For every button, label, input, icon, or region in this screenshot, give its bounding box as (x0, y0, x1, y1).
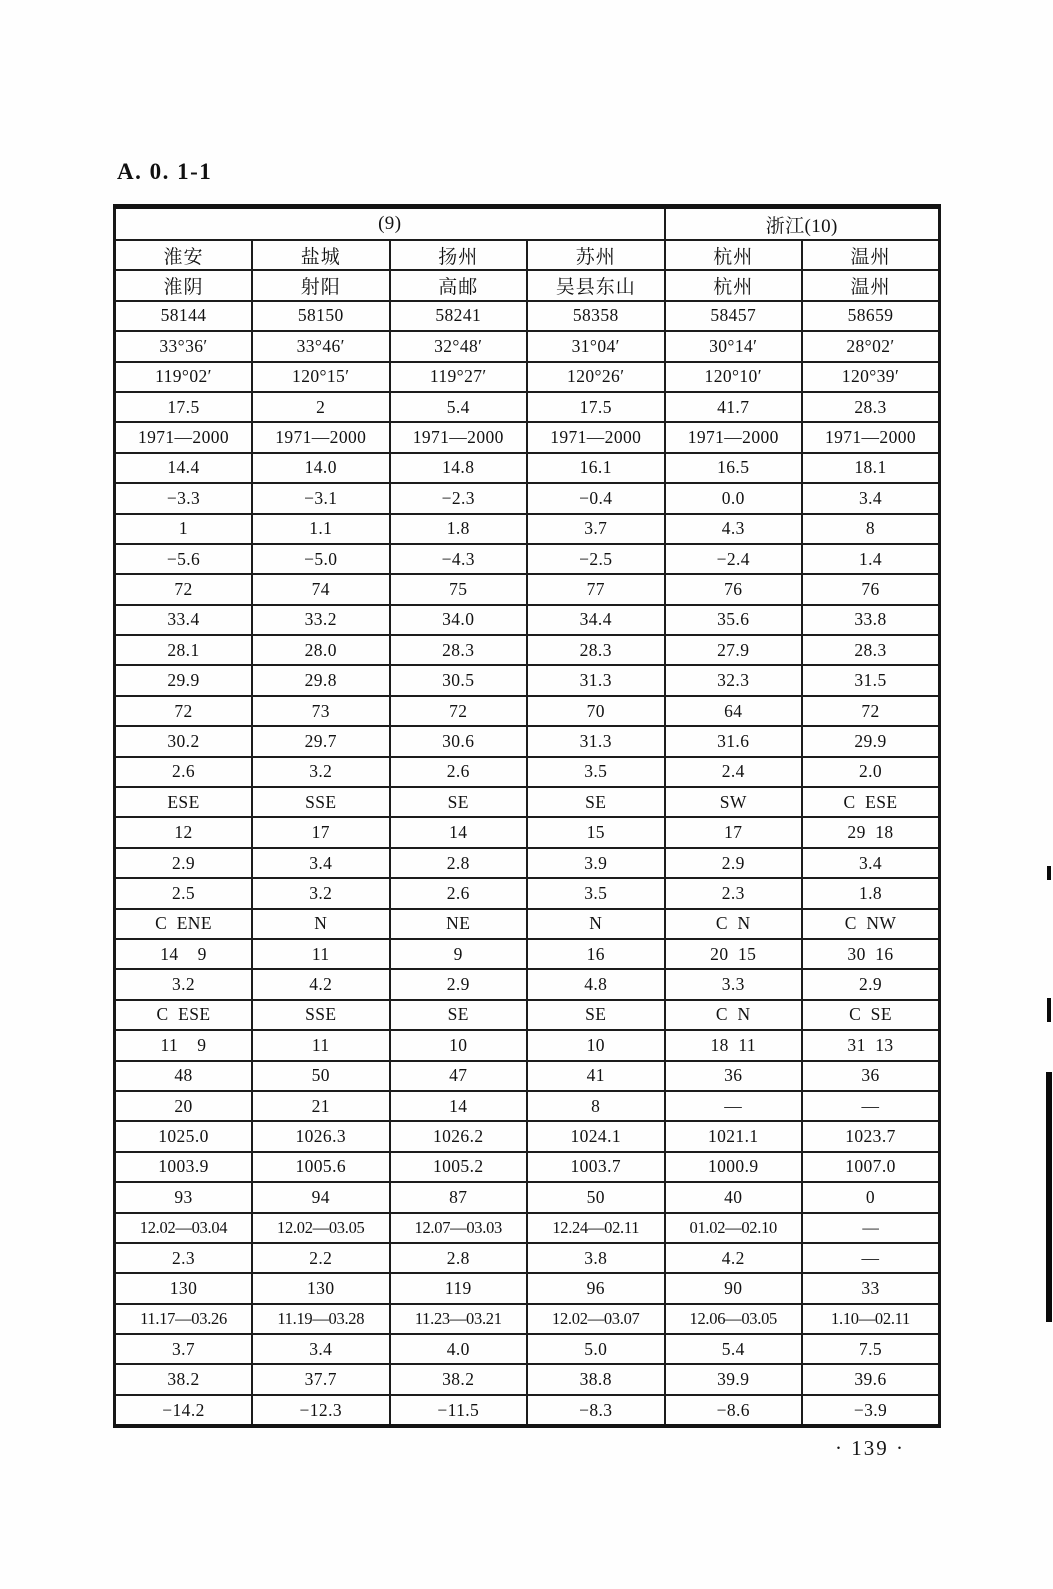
table-cell: 36 (665, 1061, 803, 1091)
table-cell: C NW (802, 909, 940, 939)
table-cell: 72 (115, 696, 253, 726)
table-cell: 3.2 (252, 757, 390, 787)
table-cell: 2.9 (390, 969, 528, 999)
table-cell: NE (390, 909, 528, 939)
table-cell: 120°10′ (665, 362, 803, 392)
table-cell: 31°04′ (527, 331, 665, 361)
table-cell: 38.2 (390, 1364, 528, 1394)
table-cell: 温州 (802, 240, 940, 270)
table-cell: SSE (252, 1000, 390, 1030)
table-cell: 33°46′ (252, 331, 390, 361)
table-cell: 38.8 (527, 1364, 665, 1394)
table-cell: 淮阴 (115, 270, 253, 300)
table-row (115, 787, 940, 817)
table-cell: 28.3 (390, 635, 528, 665)
table-cell: 1005.2 (390, 1152, 528, 1182)
table-cell: 28°02′ (802, 331, 940, 361)
table-cell: 14.4 (115, 453, 253, 483)
table-cell: C ESE (115, 1000, 253, 1030)
table-cell: SE (527, 787, 665, 817)
table-cell: 11 (252, 939, 390, 969)
page-number: · 139 · (835, 1436, 905, 1460)
table-cell: 12 (115, 817, 253, 847)
table-cell: 11.17—03.26 (115, 1304, 253, 1334)
table-cell: 76 (665, 574, 803, 604)
table-row (115, 1395, 940, 1426)
table-row (115, 331, 940, 361)
table-row (115, 453, 940, 483)
table-cell: 10 (390, 1030, 528, 1060)
table-cell: 28.3 (802, 392, 940, 422)
table-cell: 30.2 (115, 726, 253, 756)
table-cell: 50 (252, 1061, 390, 1091)
table-cell: 120°15′ (252, 362, 390, 392)
table-cell: 130 (252, 1273, 390, 1303)
table-row (115, 909, 940, 939)
table-cell: 1.8 (390, 514, 528, 544)
table-cell: 33.4 (115, 605, 253, 635)
table-cell: 扬州 (390, 240, 528, 270)
table-cell: 2.6 (115, 757, 253, 787)
table-row (115, 665, 940, 695)
table-cell: 8 (527, 1091, 665, 1121)
table-cell: 12.02—03.07 (527, 1304, 665, 1334)
table-cell: −14.2 (115, 1395, 253, 1426)
table-cell: 28.1 (115, 635, 253, 665)
table-cell: 2.9 (802, 969, 940, 999)
table-cell: C SE (802, 1000, 940, 1030)
table-cell: 1971—2000 (527, 422, 665, 452)
table-cell: −5.0 (252, 544, 390, 574)
table-cell: 64 (665, 696, 803, 726)
table-row (115, 1121, 940, 1151)
table-cell: 1971—2000 (802, 422, 940, 452)
table-cell: SE (390, 787, 528, 817)
table-row (115, 574, 940, 604)
table-cell: C N (665, 1000, 803, 1030)
table-cell: 20 15 (665, 939, 803, 969)
table-cell: 36 (802, 1061, 940, 1091)
table-cell: 3.3 (665, 969, 803, 999)
table-cell: 温州 (802, 270, 940, 300)
table-cell: SSE (252, 787, 390, 817)
table-cell: SE (527, 1000, 665, 1030)
table-cell: 吴县东山 (527, 270, 665, 300)
table-cell: 33.8 (802, 605, 940, 635)
table-cell: 39.9 (665, 1364, 803, 1394)
table-cell: 29.9 (115, 665, 253, 695)
table-cell: 41.7 (665, 392, 803, 422)
table-row (115, 544, 940, 574)
table-row (115, 939, 940, 969)
table-cell: −3.3 (115, 483, 253, 513)
table-cell: 16.1 (527, 453, 665, 483)
table-cell: 16.5 (665, 453, 803, 483)
table-cell: 01.02—02.10 (665, 1213, 803, 1243)
table-cell: C N (665, 909, 803, 939)
table-cell: 74 (252, 574, 390, 604)
table-cell: 58457 (665, 301, 803, 331)
table-cell: 0 (802, 1182, 940, 1212)
table-cell: 1007.0 (802, 1152, 940, 1182)
table-cell: 3.4 (252, 848, 390, 878)
table-cell: 3.9 (527, 848, 665, 878)
table-cell: −2.5 (527, 544, 665, 574)
table-row (115, 817, 940, 847)
table-cell: 93 (115, 1182, 253, 1212)
table-cell: 4.0 (390, 1334, 528, 1364)
table-row (115, 1091, 940, 1121)
table-cell: 14 (390, 1091, 528, 1121)
table-cell: 2.3 (665, 878, 803, 908)
table-cell: 4.2 (252, 969, 390, 999)
table-cell: 33°36′ (115, 331, 253, 361)
table-row (115, 1213, 940, 1243)
table-cell: 120°26′ (527, 362, 665, 392)
table-cell: 33 (802, 1273, 940, 1303)
table-cell: 3.2 (252, 878, 390, 908)
table-cell: 18.1 (802, 453, 940, 483)
table-cell: 2.6 (390, 878, 528, 908)
table-cell: 72 (115, 574, 253, 604)
table-cell: 1024.1 (527, 1121, 665, 1151)
table-cell: 30°14′ (665, 331, 803, 361)
table-cell: 2.5 (115, 878, 253, 908)
table-cell: 11.23—03.21 (390, 1304, 528, 1334)
table-cell: 9 (390, 939, 528, 969)
table-cell: 38.2 (115, 1364, 253, 1394)
table-row (115, 878, 940, 908)
table-cell: 18 11 (665, 1030, 803, 1060)
table-cell: 17 (665, 817, 803, 847)
table-cell: 12.24—02.11 (527, 1213, 665, 1243)
table-row (115, 726, 940, 756)
scan-artifact-bar (1047, 998, 1051, 1022)
table-cell: −8.6 (665, 1395, 803, 1426)
table-cell: 120°39′ (802, 362, 940, 392)
table-cell: 2.6 (390, 757, 528, 787)
table-row (115, 1304, 940, 1334)
table-row (115, 514, 940, 544)
table-cell: 72 (390, 696, 528, 726)
table-row (115, 301, 940, 331)
table-cell: 58150 (252, 301, 390, 331)
table-cell: 29 18 (802, 817, 940, 847)
table-cell: 5.4 (390, 392, 528, 422)
table-cell: 31.5 (802, 665, 940, 695)
table-cell: SE (390, 1000, 528, 1030)
scan-artifact-bar (1046, 1072, 1052, 1322)
table-cell: 29.7 (252, 726, 390, 756)
table-cell: 28.0 (252, 635, 390, 665)
table-cell: 4.2 (665, 1243, 803, 1273)
table-cell: C ESE (802, 787, 940, 817)
table-cell: 1026.3 (252, 1121, 390, 1151)
table-cell: — (802, 1213, 940, 1243)
table-row (115, 1334, 940, 1364)
table-cell: 96 (527, 1273, 665, 1303)
table-cell: 14 9 (115, 939, 253, 969)
table-cell: 47 (390, 1061, 528, 1091)
climate-table-body (115, 240, 940, 1426)
table-cell: −0.4 (527, 483, 665, 513)
table-cell: 30.5 (390, 665, 528, 695)
table-cell: 1000.9 (665, 1152, 803, 1182)
table-cell: 1 (115, 514, 253, 544)
table-cell: 119°02′ (115, 362, 253, 392)
table-cell: 1005.6 (252, 1152, 390, 1182)
table-cell: −11.5 (390, 1395, 528, 1426)
table-cell: 30 16 (802, 939, 940, 969)
table-cell: 1.10—02.11 (802, 1304, 940, 1334)
table-cell: N (527, 909, 665, 939)
table-cell: 2 (252, 392, 390, 422)
table-cell: 75 (390, 574, 528, 604)
table-cell: 58144 (115, 301, 253, 331)
table-row (115, 362, 940, 392)
table-cell: 12.06—03.05 (665, 1304, 803, 1334)
table-cell: 31.3 (527, 726, 665, 756)
table-cell: 14.0 (252, 453, 390, 483)
table-cell: 1971—2000 (115, 422, 253, 452)
table-cell: 87 (390, 1182, 528, 1212)
table-cell: 2.9 (115, 848, 253, 878)
table-cell: 32°48′ (390, 331, 528, 361)
table-cell: — (802, 1243, 940, 1273)
table-cell: 2.9 (665, 848, 803, 878)
table-cell: 17 (252, 817, 390, 847)
table-row (115, 757, 940, 787)
table-cell: 淮安 (115, 240, 253, 270)
table-cell: 2.0 (802, 757, 940, 787)
table-cell: 8 (802, 514, 940, 544)
table-cell: 4.8 (527, 969, 665, 999)
table-cell: 31 13 (802, 1030, 940, 1060)
table-row (115, 392, 940, 422)
table-cell: 3.7 (115, 1334, 253, 1364)
table-cell: 1023.7 (802, 1121, 940, 1151)
table-row (115, 240, 940, 270)
region-label-right: 浙江(10) (665, 207, 940, 241)
table-cell: 苏州 (527, 240, 665, 270)
table-row (115, 270, 940, 300)
table-cell: 杭州 (665, 270, 803, 300)
table-row (115, 1152, 940, 1182)
table-row (115, 605, 940, 635)
table-cell: 28.3 (802, 635, 940, 665)
table-cell: 16 (527, 939, 665, 969)
region-header-row (115, 207, 940, 241)
table-cell: 3.4 (802, 483, 940, 513)
table-cell: 31.6 (665, 726, 803, 756)
table-cell: 2.8 (390, 1243, 528, 1273)
table-cell: 119°27′ (390, 362, 528, 392)
table-cell: 12.02—03.04 (115, 1213, 253, 1243)
table-cell: 17.5 (527, 392, 665, 422)
table-cell: 39.6 (802, 1364, 940, 1394)
table-cell: 30.6 (390, 726, 528, 756)
table-row (115, 1243, 940, 1273)
table-cell: 1.1 (252, 514, 390, 544)
table-cell: 11.19—03.28 (252, 1304, 390, 1334)
table-cell: 1971—2000 (252, 422, 390, 452)
table-cell: 3.8 (527, 1243, 665, 1273)
table-cell: −4.3 (390, 544, 528, 574)
table-cell: 35.6 (665, 605, 803, 635)
table-cell: −3.1 (252, 483, 390, 513)
table-cell: 130 (115, 1273, 253, 1303)
table-cell: 3.2 (115, 969, 253, 999)
table-cell: 2.8 (390, 848, 528, 878)
table-row (115, 422, 940, 452)
table-row (115, 848, 940, 878)
table-cell: 20 (115, 1091, 253, 1121)
table-cell: 1.4 (802, 544, 940, 574)
table-row (115, 483, 940, 513)
table-cell: 盐城 (252, 240, 390, 270)
table-cell: 34.4 (527, 605, 665, 635)
table-cell: −3.9 (802, 1395, 940, 1426)
table-cell: 50 (527, 1182, 665, 1212)
table-cell: 1.8 (802, 878, 940, 908)
table-cell: 0.0 (665, 483, 803, 513)
table-cell: 1971—2000 (665, 422, 803, 452)
table-cell: 1971—2000 (390, 422, 528, 452)
table-cell: 射阳 (252, 270, 390, 300)
table-cell: 3.5 (527, 878, 665, 908)
table-cell: 32.3 (665, 665, 803, 695)
table-cell: 3.4 (252, 1334, 390, 1364)
table-cell: 5.0 (527, 1334, 665, 1364)
climate-data-table (113, 204, 941, 1428)
table-row (115, 1030, 940, 1060)
table-cell: 72 (802, 696, 940, 726)
table-cell: 杭州 (665, 240, 803, 270)
table-row (115, 1273, 940, 1303)
table-cell: 12.07—03.03 (390, 1213, 528, 1243)
table-cell: −8.3 (527, 1395, 665, 1426)
table-cell: 3.4 (802, 848, 940, 878)
table-cell: −12.3 (252, 1395, 390, 1426)
section-label: A. 0. 1-1 (117, 159, 213, 184)
table-cell: 5.4 (665, 1334, 803, 1364)
table-cell: 37.7 (252, 1364, 390, 1394)
region-label-left: (9) (115, 207, 665, 241)
table-cell: 76 (802, 574, 940, 604)
table-cell: 28.3 (527, 635, 665, 665)
table-row (115, 1000, 940, 1030)
table-row (115, 635, 940, 665)
table-cell: 27.9 (665, 635, 803, 665)
table-cell: 2.3 (115, 1243, 253, 1273)
table-cell: 29.8 (252, 665, 390, 695)
table-row (115, 1061, 940, 1091)
table-cell: 33.2 (252, 605, 390, 635)
table-row (115, 1182, 940, 1212)
table-cell: 31.3 (527, 665, 665, 695)
table-cell: 90 (665, 1273, 803, 1303)
table-cell: 73 (252, 696, 390, 726)
table-row (115, 696, 940, 726)
table-cell: 77 (527, 574, 665, 604)
table-cell: 高邮 (390, 270, 528, 300)
table-cell: 34.0 (390, 605, 528, 635)
scan-artifact-bar (1047, 866, 1051, 880)
table-cell: 14 (390, 817, 528, 847)
table-cell: 3.5 (527, 757, 665, 787)
table-cell: −2.3 (390, 483, 528, 513)
table-cell: 7.5 (802, 1334, 940, 1364)
table-cell: 70 (527, 696, 665, 726)
table-cell: 1021.1 (665, 1121, 803, 1151)
table-cell: 14.8 (390, 453, 528, 483)
table-cell: 2.2 (252, 1243, 390, 1273)
table-cell: 58241 (390, 301, 528, 331)
table-cell: 2.4 (665, 757, 803, 787)
table-cell: 94 (252, 1182, 390, 1212)
table-cell: 12.02—03.05 (252, 1213, 390, 1243)
table-cell: 21 (252, 1091, 390, 1121)
table-cell: — (665, 1091, 803, 1121)
table-row (115, 969, 940, 999)
table-cell: 58659 (802, 301, 940, 331)
table-cell: 40 (665, 1182, 803, 1212)
table-row (115, 1364, 940, 1394)
table-cell: 1003.7 (527, 1152, 665, 1182)
table-cell: 11 (252, 1030, 390, 1060)
table-cell: −2.4 (665, 544, 803, 574)
table-cell: 48 (115, 1061, 253, 1091)
table-cell: 17.5 (115, 392, 253, 422)
table-cell: N (252, 909, 390, 939)
table-cell: ESE (115, 787, 253, 817)
table-cell: 1026.2 (390, 1121, 528, 1151)
table-cell: — (802, 1091, 940, 1121)
table-cell: 10 (527, 1030, 665, 1060)
table-cell: 29.9 (802, 726, 940, 756)
table-cell: 58358 (527, 301, 665, 331)
table-cell: 1025.0 (115, 1121, 253, 1151)
table-cell: 1003.9 (115, 1152, 253, 1182)
table-cell: 15 (527, 817, 665, 847)
table-cell: 4.3 (665, 514, 803, 544)
table-cell: 119 (390, 1273, 528, 1303)
table-cell: C ENE (115, 909, 253, 939)
table-cell: 11 9 (115, 1030, 253, 1060)
table-cell: 3.7 (527, 514, 665, 544)
table-cell: SW (665, 787, 803, 817)
table-cell: −5.6 (115, 544, 253, 574)
table-cell: 41 (527, 1061, 665, 1091)
